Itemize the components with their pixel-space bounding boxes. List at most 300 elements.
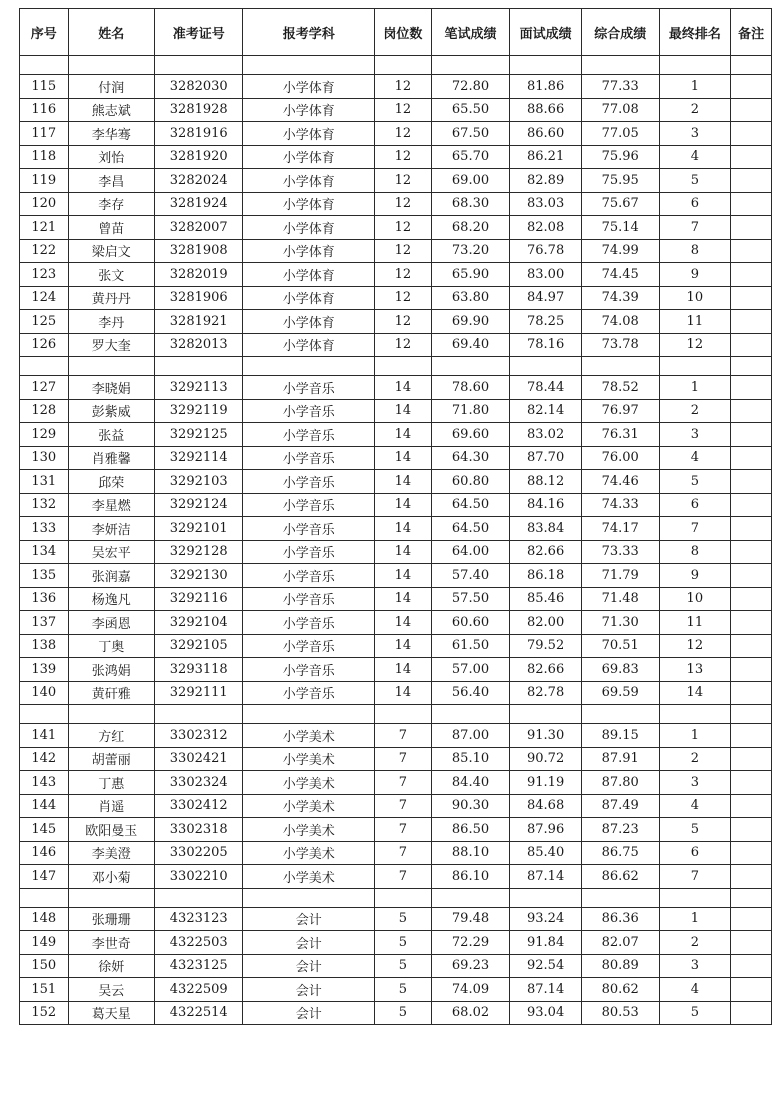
total-score-cell: 80.89 bbox=[581, 954, 659, 978]
written-score-cell: 69.40 bbox=[431, 333, 510, 357]
seq-cell: 117 bbox=[20, 122, 69, 146]
exam-id-cell: 3302210 bbox=[155, 865, 243, 889]
table-row bbox=[20, 634, 772, 658]
total-score-cell: 69.83 bbox=[581, 658, 659, 682]
name-cell: 丁奥 bbox=[68, 634, 154, 658]
seq-cell: 124 bbox=[20, 286, 69, 310]
table-row bbox=[20, 333, 772, 357]
written-score-cell: 67.50 bbox=[431, 122, 510, 146]
interview-score-cell: 93.24 bbox=[510, 907, 582, 931]
subject-cell: 小学体育 bbox=[243, 75, 375, 99]
seq-cell: 123 bbox=[20, 263, 69, 287]
empty-cell bbox=[510, 705, 582, 724]
subject-cell: 小学音乐 bbox=[243, 540, 375, 564]
score-table bbox=[19, 8, 772, 1025]
written-score-cell: 85.10 bbox=[431, 747, 510, 771]
written-score-cell: 69.00 bbox=[431, 169, 510, 193]
rank-cell: 4 bbox=[659, 145, 731, 169]
positions-cell: 12 bbox=[375, 263, 432, 287]
interview-score-cell: 87.96 bbox=[510, 818, 582, 842]
name-cell: 邱荣 bbox=[68, 470, 154, 494]
interview-score-cell: 93.04 bbox=[510, 1001, 582, 1025]
subject-cell: 小学美术 bbox=[243, 747, 375, 771]
total-score-cell: 74.08 bbox=[581, 310, 659, 334]
positions-cell: 12 bbox=[375, 333, 432, 357]
total-score-cell: 74.45 bbox=[581, 263, 659, 287]
remarks-cell bbox=[731, 1001, 772, 1025]
exam-id-cell: 3292103 bbox=[155, 470, 243, 494]
exam-id-cell: 3292116 bbox=[155, 587, 243, 611]
table-row bbox=[20, 446, 772, 470]
empty-cell bbox=[68, 705, 154, 724]
exam-id-cell: 3293118 bbox=[155, 658, 243, 682]
remarks-cell bbox=[731, 818, 772, 842]
name-cell: 欧阳曼玉 bbox=[68, 818, 154, 842]
empty-cell bbox=[659, 56, 731, 75]
subject-cell: 小学美术 bbox=[243, 724, 375, 748]
exam-id-cell: 4322514 bbox=[155, 1001, 243, 1025]
remarks-cell bbox=[731, 931, 772, 955]
remarks-cell bbox=[731, 216, 772, 240]
subject-cell: 会计 bbox=[243, 954, 375, 978]
written-score-cell: 78.60 bbox=[431, 376, 510, 400]
total-score-cell: 87.91 bbox=[581, 747, 659, 771]
group-separator-row bbox=[20, 357, 772, 376]
subject-cell: 小学音乐 bbox=[243, 658, 375, 682]
column-header: 笔试成绩 bbox=[431, 9, 510, 56]
remarks-cell bbox=[731, 423, 772, 447]
table-row bbox=[20, 587, 772, 611]
seq-cell: 135 bbox=[20, 564, 69, 588]
exam-id-cell: 3292114 bbox=[155, 446, 243, 470]
interview-score-cell: 86.60 bbox=[510, 122, 582, 146]
exam-id-cell: 4323125 bbox=[155, 954, 243, 978]
positions-cell: 12 bbox=[375, 169, 432, 193]
remarks-cell bbox=[731, 771, 772, 795]
exam-id-cell: 3292105 bbox=[155, 634, 243, 658]
exam-id-cell: 3292128 bbox=[155, 540, 243, 564]
subject-cell: 小学体育 bbox=[243, 122, 375, 146]
exam-id-cell: 3292104 bbox=[155, 611, 243, 635]
remarks-cell bbox=[731, 286, 772, 310]
rank-cell: 1 bbox=[659, 376, 731, 400]
positions-cell: 5 bbox=[375, 907, 432, 931]
table-row bbox=[20, 954, 772, 978]
exam-id-cell: 3281928 bbox=[155, 98, 243, 122]
written-score-cell: 64.00 bbox=[431, 540, 510, 564]
empty-cell bbox=[375, 357, 432, 376]
total-score-cell: 87.23 bbox=[581, 818, 659, 842]
positions-cell: 14 bbox=[375, 493, 432, 517]
empty-cell bbox=[659, 357, 731, 376]
positions-cell: 14 bbox=[375, 587, 432, 611]
empty-cell bbox=[510, 56, 582, 75]
seq-cell: 146 bbox=[20, 841, 69, 865]
interview-score-cell: 91.30 bbox=[510, 724, 582, 748]
name-cell: 李世奇 bbox=[68, 931, 154, 955]
seq-cell: 143 bbox=[20, 771, 69, 795]
remarks-cell bbox=[731, 145, 772, 169]
seq-cell: 134 bbox=[20, 540, 69, 564]
subject-cell: 小学美术 bbox=[243, 841, 375, 865]
name-cell: 曾苗 bbox=[68, 216, 154, 240]
name-cell: 徐妍 bbox=[68, 954, 154, 978]
remarks-cell bbox=[731, 446, 772, 470]
remarks-cell bbox=[731, 564, 772, 588]
seq-cell: 128 bbox=[20, 399, 69, 423]
remarks-cell bbox=[731, 192, 772, 216]
interview-score-cell: 79.52 bbox=[510, 634, 582, 658]
positions-cell: 5 bbox=[375, 931, 432, 955]
positions-cell: 5 bbox=[375, 1001, 432, 1025]
positions-cell: 14 bbox=[375, 376, 432, 400]
table-row bbox=[20, 771, 772, 795]
positions-cell: 7 bbox=[375, 865, 432, 889]
name-cell: 吴宏平 bbox=[68, 540, 154, 564]
name-cell: 张益 bbox=[68, 423, 154, 447]
remarks-cell bbox=[731, 333, 772, 357]
table-row bbox=[20, 216, 772, 240]
exam-id-cell: 3281920 bbox=[155, 145, 243, 169]
seq-cell: 139 bbox=[20, 658, 69, 682]
interview-score-cell: 83.03 bbox=[510, 192, 582, 216]
written-score-cell: 84.40 bbox=[431, 771, 510, 795]
total-score-cell: 77.08 bbox=[581, 98, 659, 122]
table-row bbox=[20, 493, 772, 517]
seq-cell: 127 bbox=[20, 376, 69, 400]
interview-score-cell: 86.21 bbox=[510, 145, 582, 169]
written-score-cell: 68.02 bbox=[431, 1001, 510, 1025]
rank-cell: 6 bbox=[659, 493, 731, 517]
seq-cell: 148 bbox=[20, 907, 69, 931]
seq-cell: 118 bbox=[20, 145, 69, 169]
rank-cell: 5 bbox=[659, 169, 731, 193]
empty-cell bbox=[581, 888, 659, 907]
seq-cell: 150 bbox=[20, 954, 69, 978]
column-header: 备注 bbox=[731, 9, 772, 56]
interview-score-cell: 82.00 bbox=[510, 611, 582, 635]
total-score-cell: 70.51 bbox=[581, 634, 659, 658]
empty-cell bbox=[155, 56, 243, 75]
rank-cell: 6 bbox=[659, 841, 731, 865]
total-score-cell: 86.36 bbox=[581, 907, 659, 931]
rank-cell: 11 bbox=[659, 310, 731, 334]
seq-cell: 129 bbox=[20, 423, 69, 447]
name-cell: 张润嘉 bbox=[68, 564, 154, 588]
interview-score-cell: 90.72 bbox=[510, 747, 582, 771]
subject-cell: 小学音乐 bbox=[243, 423, 375, 447]
written-score-cell: 64.30 bbox=[431, 446, 510, 470]
name-cell: 熊志斌 bbox=[68, 98, 154, 122]
written-score-cell: 72.80 bbox=[431, 75, 510, 99]
positions-cell: 14 bbox=[375, 658, 432, 682]
positions-cell: 7 bbox=[375, 818, 432, 842]
seq-cell: 145 bbox=[20, 818, 69, 842]
subject-cell: 小学体育 bbox=[243, 263, 375, 287]
name-cell: 杨逸凡 bbox=[68, 587, 154, 611]
subject-cell: 小学音乐 bbox=[243, 470, 375, 494]
remarks-cell bbox=[731, 611, 772, 635]
name-cell: 肖遥 bbox=[68, 794, 154, 818]
empty-cell bbox=[659, 888, 731, 907]
column-header: 姓名 bbox=[68, 9, 154, 56]
rank-cell: 2 bbox=[659, 931, 731, 955]
interview-score-cell: 82.89 bbox=[510, 169, 582, 193]
subject-cell: 小学美术 bbox=[243, 771, 375, 795]
seq-cell: 121 bbox=[20, 216, 69, 240]
name-cell: 葛天星 bbox=[68, 1001, 154, 1025]
interview-score-cell: 85.46 bbox=[510, 587, 582, 611]
table-row bbox=[20, 399, 772, 423]
column-header: 序号 bbox=[20, 9, 69, 56]
total-score-cell: 76.00 bbox=[581, 446, 659, 470]
seq-cell: 116 bbox=[20, 98, 69, 122]
remarks-cell bbox=[731, 540, 772, 564]
empty-cell bbox=[243, 705, 375, 724]
subject-cell: 小学美术 bbox=[243, 818, 375, 842]
total-score-cell: 75.96 bbox=[581, 145, 659, 169]
empty-cell bbox=[243, 56, 375, 75]
table-row bbox=[20, 192, 772, 216]
exam-id-cell: 3281916 bbox=[155, 122, 243, 146]
total-score-cell: 74.46 bbox=[581, 470, 659, 494]
interview-score-cell: 88.12 bbox=[510, 470, 582, 494]
interview-score-cell: 82.66 bbox=[510, 540, 582, 564]
positions-cell: 12 bbox=[375, 192, 432, 216]
written-score-cell: 63.80 bbox=[431, 286, 510, 310]
exam-id-cell: 3282007 bbox=[155, 216, 243, 240]
table-row bbox=[20, 1001, 772, 1025]
subject-cell: 小学音乐 bbox=[243, 446, 375, 470]
subject-cell: 小学音乐 bbox=[243, 517, 375, 541]
remarks-cell bbox=[731, 658, 772, 682]
empty-cell bbox=[243, 888, 375, 907]
total-score-cell: 74.33 bbox=[581, 493, 659, 517]
table-row bbox=[20, 145, 772, 169]
group-separator-row bbox=[20, 705, 772, 724]
interview-score-cell: 83.84 bbox=[510, 517, 582, 541]
table-row bbox=[20, 376, 772, 400]
subject-cell: 小学音乐 bbox=[243, 611, 375, 635]
interview-score-cell: 92.54 bbox=[510, 954, 582, 978]
interview-score-cell: 86.18 bbox=[510, 564, 582, 588]
table-row bbox=[20, 978, 772, 1002]
positions-cell: 5 bbox=[375, 954, 432, 978]
total-score-cell: 73.78 bbox=[581, 333, 659, 357]
exam-id-cell: 3282013 bbox=[155, 333, 243, 357]
rank-cell: 8 bbox=[659, 540, 731, 564]
name-cell: 李妍洁 bbox=[68, 517, 154, 541]
total-score-cell: 87.80 bbox=[581, 771, 659, 795]
seq-cell: 136 bbox=[20, 587, 69, 611]
subject-cell: 小学体育 bbox=[243, 145, 375, 169]
name-cell: 罗大奎 bbox=[68, 333, 154, 357]
positions-cell: 14 bbox=[375, 611, 432, 635]
remarks-cell bbox=[731, 376, 772, 400]
seq-cell: 147 bbox=[20, 865, 69, 889]
rank-cell: 4 bbox=[659, 978, 731, 1002]
interview-score-cell: 81.86 bbox=[510, 75, 582, 99]
interview-score-cell: 82.78 bbox=[510, 681, 582, 705]
remarks-cell bbox=[731, 239, 772, 263]
interview-score-cell: 78.44 bbox=[510, 376, 582, 400]
exam-id-cell: 3282024 bbox=[155, 169, 243, 193]
table-row bbox=[20, 169, 772, 193]
empty-cell bbox=[581, 357, 659, 376]
remarks-cell bbox=[731, 634, 772, 658]
seq-cell: 120 bbox=[20, 192, 69, 216]
subject-cell: 小学音乐 bbox=[243, 634, 375, 658]
interview-score-cell: 76.78 bbox=[510, 239, 582, 263]
empty-cell bbox=[155, 357, 243, 376]
written-score-cell: 64.50 bbox=[431, 493, 510, 517]
remarks-cell bbox=[731, 399, 772, 423]
name-cell: 彭紫威 bbox=[68, 399, 154, 423]
name-cell: 刘怡 bbox=[68, 145, 154, 169]
table-row bbox=[20, 747, 772, 771]
name-cell: 张文 bbox=[68, 263, 154, 287]
rank-cell: 5 bbox=[659, 818, 731, 842]
written-score-cell: 57.00 bbox=[431, 658, 510, 682]
written-score-cell: 88.10 bbox=[431, 841, 510, 865]
seq-cell: 140 bbox=[20, 681, 69, 705]
subject-cell: 小学音乐 bbox=[243, 493, 375, 517]
table-row bbox=[20, 286, 772, 310]
empty-cell bbox=[431, 888, 510, 907]
rank-cell: 2 bbox=[659, 747, 731, 771]
table-row bbox=[20, 239, 772, 263]
subject-cell: 小学体育 bbox=[243, 192, 375, 216]
rank-cell: 7 bbox=[659, 865, 731, 889]
group-separator-row bbox=[20, 888, 772, 907]
exam-id-cell: 3282030 bbox=[155, 75, 243, 99]
remarks-cell bbox=[731, 747, 772, 771]
rank-cell: 1 bbox=[659, 724, 731, 748]
total-score-cell: 80.53 bbox=[581, 1001, 659, 1025]
written-score-cell: 86.10 bbox=[431, 865, 510, 889]
name-cell: 梁启文 bbox=[68, 239, 154, 263]
exam-id-cell: 3292119 bbox=[155, 399, 243, 423]
exam-id-cell: 3302318 bbox=[155, 818, 243, 842]
total-score-cell: 77.05 bbox=[581, 122, 659, 146]
interview-score-cell: 82.14 bbox=[510, 399, 582, 423]
written-score-cell: 61.50 bbox=[431, 634, 510, 658]
subject-cell: 小学美术 bbox=[243, 794, 375, 818]
total-score-cell: 69.59 bbox=[581, 681, 659, 705]
empty-cell bbox=[731, 357, 772, 376]
exam-id-cell: 3292130 bbox=[155, 564, 243, 588]
subject-cell: 小学音乐 bbox=[243, 376, 375, 400]
remarks-cell bbox=[731, 470, 772, 494]
positions-cell: 14 bbox=[375, 540, 432, 564]
exam-id-cell: 3292101 bbox=[155, 517, 243, 541]
positions-cell: 12 bbox=[375, 75, 432, 99]
subject-cell: 小学体育 bbox=[243, 333, 375, 357]
empty-cell bbox=[68, 56, 154, 75]
positions-cell: 12 bbox=[375, 122, 432, 146]
empty-cell bbox=[68, 888, 154, 907]
name-cell: 李晓娟 bbox=[68, 376, 154, 400]
remarks-cell bbox=[731, 907, 772, 931]
rank-cell: 14 bbox=[659, 681, 731, 705]
rank-cell: 7 bbox=[659, 517, 731, 541]
exam-id-cell: 3302312 bbox=[155, 724, 243, 748]
rank-cell: 3 bbox=[659, 771, 731, 795]
empty-cell bbox=[375, 56, 432, 75]
table-row bbox=[20, 681, 772, 705]
rank-cell: 1 bbox=[659, 75, 731, 99]
subject-cell: 会计 bbox=[243, 1001, 375, 1025]
empty-cell bbox=[375, 705, 432, 724]
name-cell: 张珊珊 bbox=[68, 907, 154, 931]
written-score-cell: 64.50 bbox=[431, 517, 510, 541]
subject-cell: 小学音乐 bbox=[243, 681, 375, 705]
remarks-cell bbox=[731, 263, 772, 287]
exam-id-cell: 4322509 bbox=[155, 978, 243, 1002]
total-score-cell: 73.33 bbox=[581, 540, 659, 564]
written-score-cell: 79.48 bbox=[431, 907, 510, 931]
rank-cell: 10 bbox=[659, 286, 731, 310]
empty-cell bbox=[731, 56, 772, 75]
seq-cell: 125 bbox=[20, 310, 69, 334]
seq-cell: 138 bbox=[20, 634, 69, 658]
remarks-cell bbox=[731, 98, 772, 122]
total-score-cell: 75.95 bbox=[581, 169, 659, 193]
written-score-cell: 90.30 bbox=[431, 794, 510, 818]
seq-cell: 142 bbox=[20, 747, 69, 771]
positions-cell: 12 bbox=[375, 98, 432, 122]
interview-score-cell: 84.97 bbox=[510, 286, 582, 310]
empty-cell bbox=[20, 888, 69, 907]
seq-cell: 126 bbox=[20, 333, 69, 357]
name-cell: 黄矸雅 bbox=[68, 681, 154, 705]
rank-cell: 12 bbox=[659, 634, 731, 658]
exam-id-cell: 3302421 bbox=[155, 747, 243, 771]
exam-id-cell: 3302324 bbox=[155, 771, 243, 795]
positions-cell: 7 bbox=[375, 794, 432, 818]
table-row bbox=[20, 907, 772, 931]
total-score-cell: 82.07 bbox=[581, 931, 659, 955]
group-separator-row bbox=[20, 56, 772, 75]
written-score-cell: 57.50 bbox=[431, 587, 510, 611]
written-score-cell: 73.20 bbox=[431, 239, 510, 263]
rank-cell: 4 bbox=[659, 794, 731, 818]
seq-cell: 119 bbox=[20, 169, 69, 193]
column-header: 准考证号 bbox=[155, 9, 243, 56]
seq-cell: 151 bbox=[20, 978, 69, 1002]
exam-id-cell: 4323123 bbox=[155, 907, 243, 931]
written-score-cell: 69.23 bbox=[431, 954, 510, 978]
subject-cell: 小学体育 bbox=[243, 310, 375, 334]
name-cell: 黄丹丹 bbox=[68, 286, 154, 310]
remarks-cell bbox=[731, 587, 772, 611]
interview-score-cell: 84.68 bbox=[510, 794, 582, 818]
table-row bbox=[20, 611, 772, 635]
table-row bbox=[20, 310, 772, 334]
subject-cell: 小学美术 bbox=[243, 865, 375, 889]
written-score-cell: 60.60 bbox=[431, 611, 510, 635]
rank-cell: 7 bbox=[659, 216, 731, 240]
empty-cell bbox=[581, 56, 659, 75]
interview-score-cell: 91.19 bbox=[510, 771, 582, 795]
interview-score-cell: 87.14 bbox=[510, 865, 582, 889]
written-score-cell: 65.70 bbox=[431, 145, 510, 169]
written-score-cell: 56.40 bbox=[431, 681, 510, 705]
total-score-cell: 71.30 bbox=[581, 611, 659, 635]
interview-score-cell: 82.08 bbox=[510, 216, 582, 240]
table-row bbox=[20, 818, 772, 842]
table-row bbox=[20, 470, 772, 494]
